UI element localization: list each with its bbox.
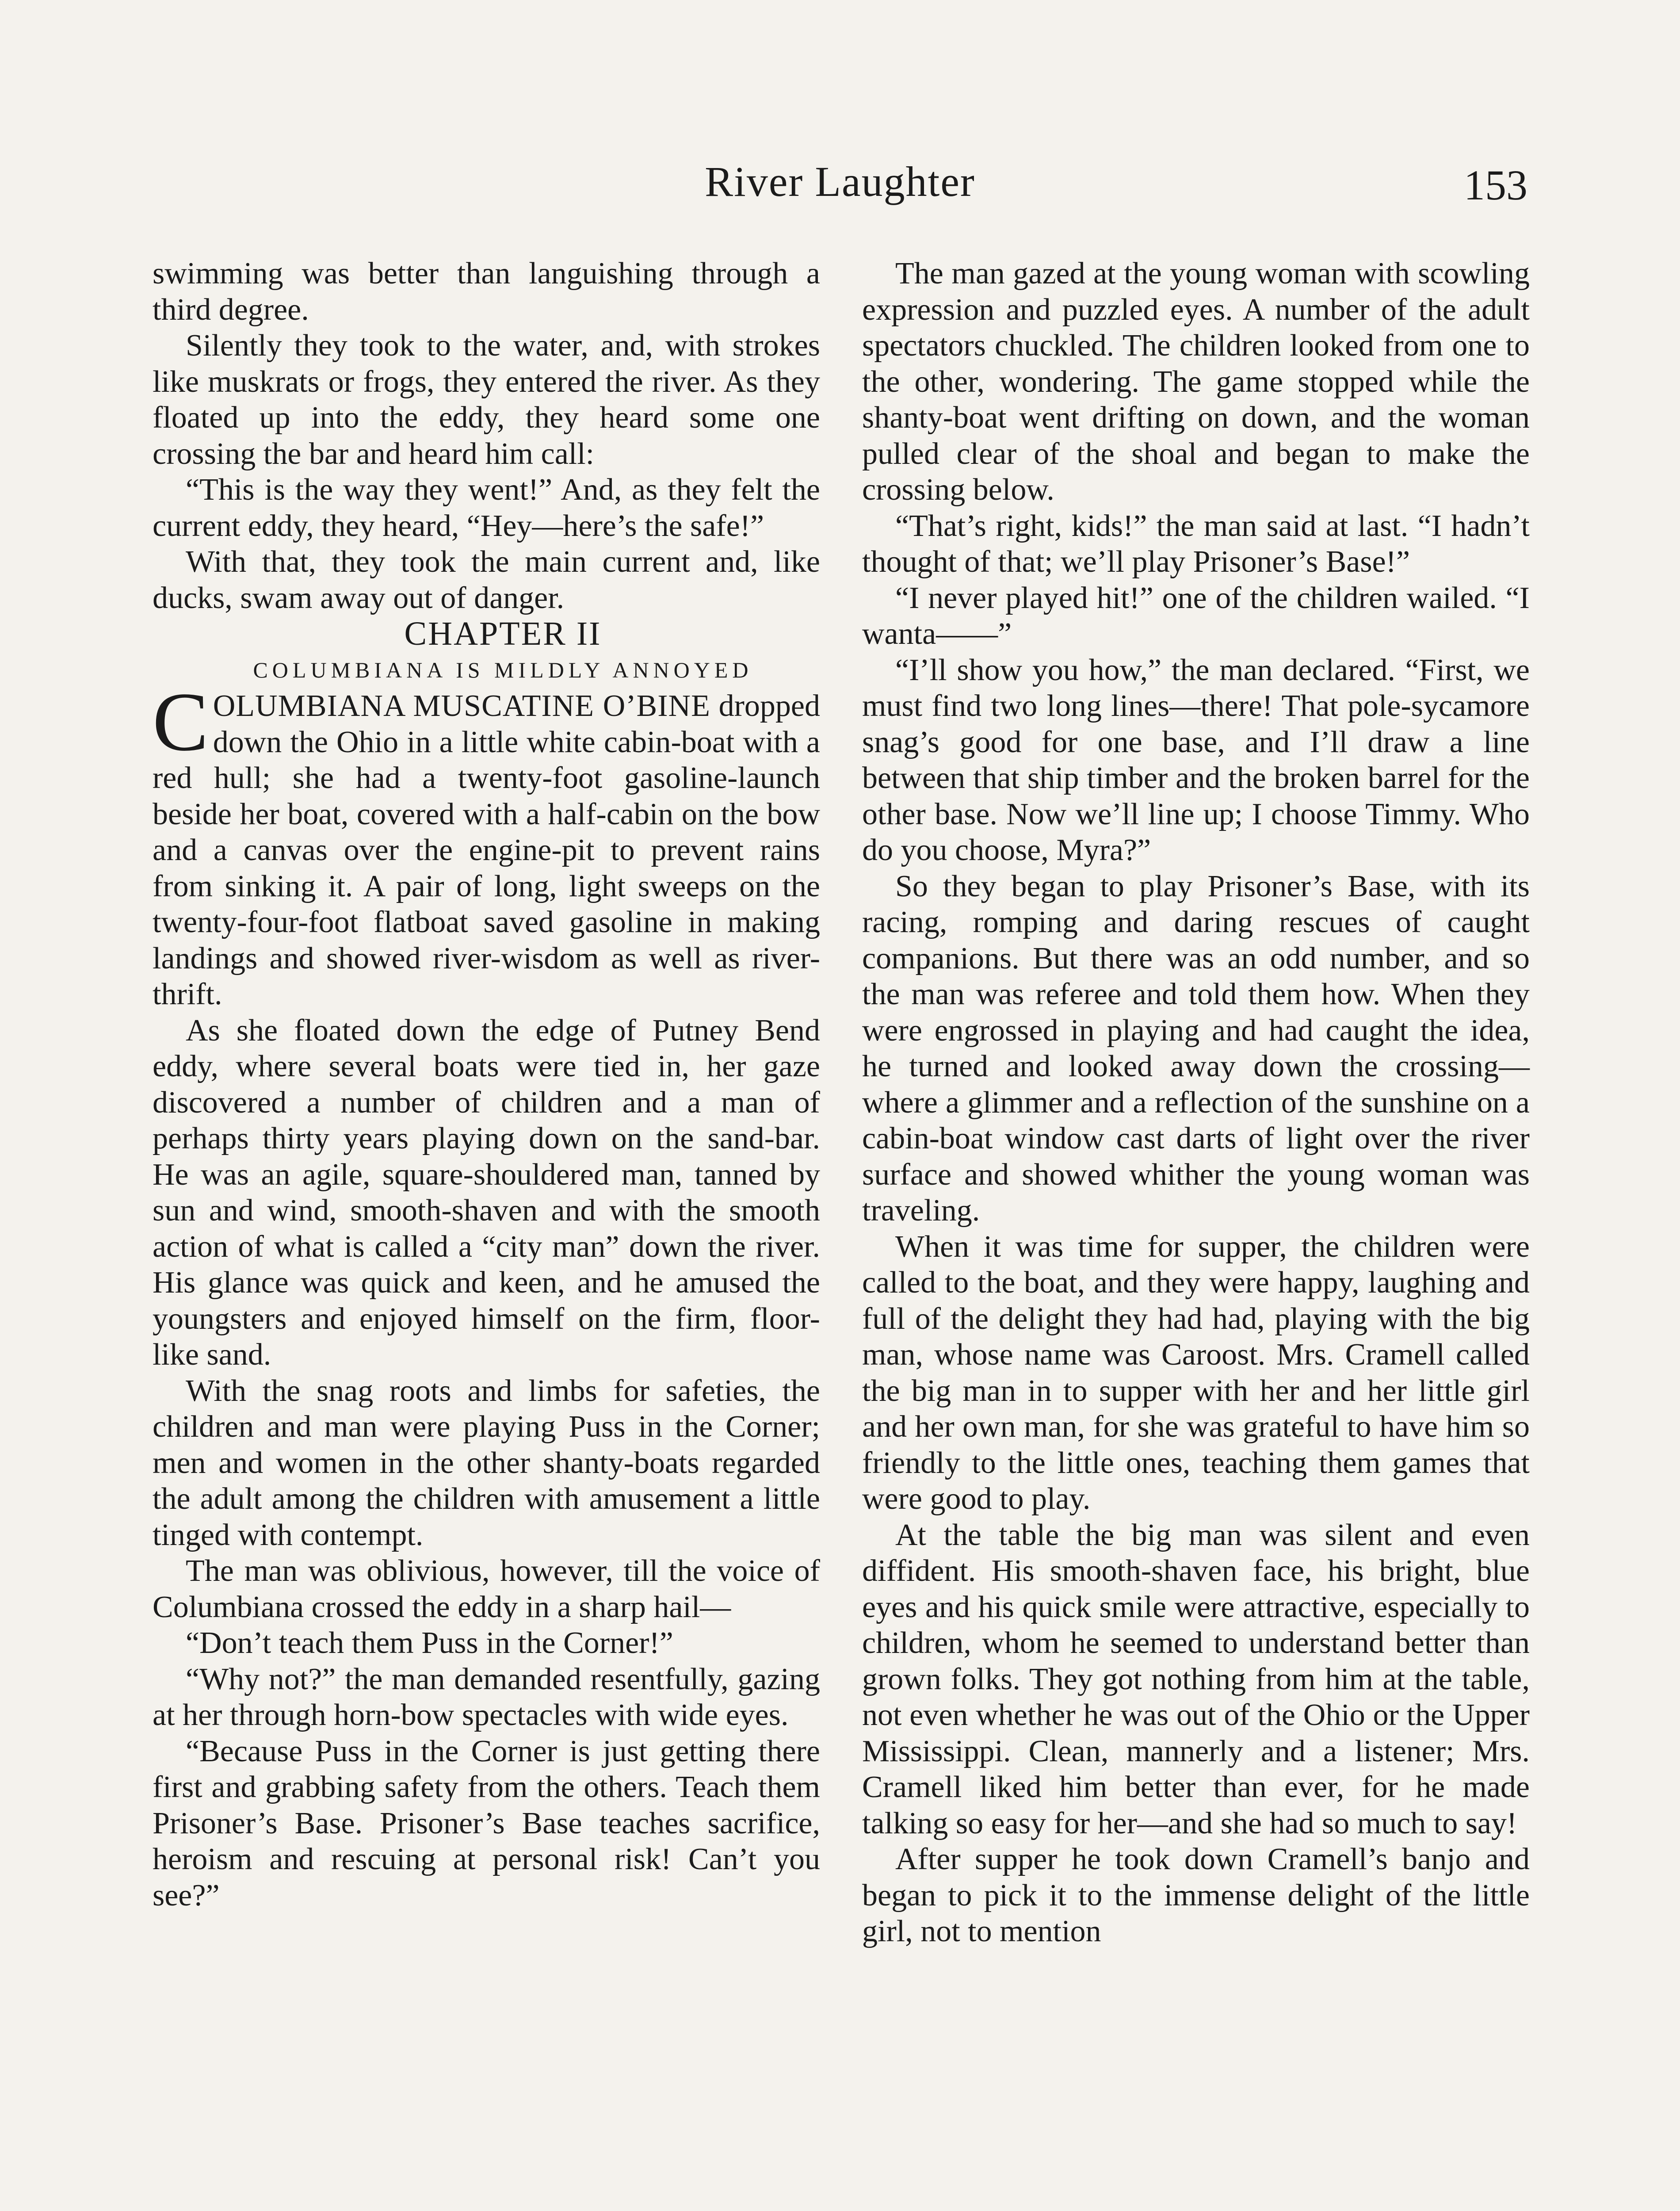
right-column bbox=[862, 256, 1530, 1950]
paragraph: “I’ll show you how,” the man declared. “First, we must find two long lines—there! That pole-sycamore snag’s good for one base, and I’ll draw a line between that ship timber and the broken barrel for the other base. Now we’ll line up; I choose Timmy. Who do you choose, Myra?” bbox=[862, 653, 1530, 867]
paragraph: At the table the big man was silent and even diffident. His smooth-shaven face, his bright, blue eyes and his quick smile were attractive, especially to children, whom he seemed to understand better than grown folks. They got nothing from him at the table, not even whether he was out of the Ohio or the Upper Mississippi. Clean, mannerly and a listener; Mrs. Cramell liked him better than ever, for he made talking so easy for her—and she had so much to say! bbox=[862, 1518, 1530, 1840]
opening-caps: OLUMBIANA MUSCATINE O’BINE bbox=[213, 689, 710, 723]
drop-cap: C bbox=[153, 676, 209, 769]
paragraph: So they began to play Prisoner’s Base, with its racing, romping and daring rescues of caught companions. But there was an odd number, and so the man was referee and told them how. When they were engrossed in playing and had caught the idea, he turned and looked away down the crossing—where a glimmer and a reflection of the sunshine on a cabin-boat window cast darts of light over the river surface and showed whither the young woman was traveling. bbox=[862, 869, 1530, 1228]
paragraph: When it was time for supper, the children were called to the boat, and they were happy, laughing and full of the delight they had had, playing with the big man, whose name was Caroost. Mrs. Cramell called the big man in to supper with her and her little girl and her own man, for she was grateful to have him so friendly to the little ones, teaching them games that were good to play. bbox=[862, 1229, 1530, 1516]
chapter-title: CHAPTER II bbox=[404, 615, 602, 652]
paragraph: The man gazed at the young woman with scowling expression and puzzled eyes. A number of the adult spectators chuckled. The children looked from one to the other, wondering. The game stopped while the shanty-boat went drifting on down, and the woman pulled clear of the shoal and began to make the crossing below. bbox=[862, 256, 1530, 507]
paragraph: With that, they took the main current and, like ducks, swam away out of danger. bbox=[153, 545, 820, 615]
paragraph: “This is the way they went!” And, as they felt the current eddy, they heard, “Hey—here’s the safe!” bbox=[153, 473, 820, 543]
running-head bbox=[0, 157, 1680, 210]
opening-paragraph bbox=[153, 676, 820, 1013]
running-title: River Laughter bbox=[705, 158, 975, 205]
page-number: 153 bbox=[1464, 161, 1527, 209]
paragraph: With the snag roots and limbs for safeties, the children and man were playing Puss in the Corner; men and women in the other shanty-boats regarded the adult among the children with amusement a little tinged with contempt. bbox=[153, 1373, 820, 1552]
opening-text: dropped down the Ohio in a little white cabin-boat with a red hull; she had a twenty-foot gasoline-launch beside her boat, covered with a half-cabin on the bow and a canvas over the engine-pit to prevent rains from sinking it. A pair of long, light sweeps on the twenty-four-foot flatboat saved gasoline in making landings and showed river-wisdom as well as river-thrift. bbox=[153, 689, 820, 1011]
paragraph: “Don’t teach them Puss in the Corner!” bbox=[186, 1626, 673, 1660]
chapter-subtitle: COLUMBIANA IS MILDLY ANNOYED bbox=[253, 657, 753, 682]
paragraph: “Why not?” the man demanded resentfully, gazing at her through horn-bow spectacles with wide eyes. bbox=[153, 1662, 820, 1732]
paragraph: The man was oblivious, however, till the voice of Columbiana crossed the eddy in a sharp hail— bbox=[153, 1554, 820, 1624]
left-column bbox=[153, 256, 820, 1913]
paragraph: swimming was better than languishing through a third degree. bbox=[153, 256, 820, 327]
paragraph: Silently they took to the water, and, with strokes like muskrats or frogs, they entered the river. As they floated up into the eddy, they heard some one crossing the bar and heard him call: bbox=[153, 329, 820, 471]
paragraph: “I never played hit!” one of the children wailed. “I wanta——” bbox=[862, 581, 1530, 651]
paragraph: After supper he took down Cramell’s banjo and began to pick it to the immense delight of the little girl, not to mention bbox=[862, 1842, 1530, 1948]
paragraph: As she floated down the edge of Putney Bend eddy, where several boats were tied in, her gaze discovered a number of children and a man of perhaps thirty years playing down on the sand-bar. He was an agile, square-shouldered man, tanned by sun and wind, smooth-shaven and with the smooth action of what is called a “city man” down the river. His glance was quick and keen, and he amused the youngsters and enjoyed himself on the firm, floor-like sand. bbox=[153, 1013, 820, 1372]
paragraph: “Because Puss in the Corner is just getting there first and grabbing safety from the others. Teach them Prisoner’s Base. Prisoner’s Base teaches sacrifice, heroism and rescuing at personal risk! Can’t you see?” bbox=[153, 1734, 820, 1913]
paragraph: “That’s right, kids!” the man said at last. “I hadn’t thought of that; we’ll play Prisoner’s Base!” bbox=[862, 509, 1530, 579]
